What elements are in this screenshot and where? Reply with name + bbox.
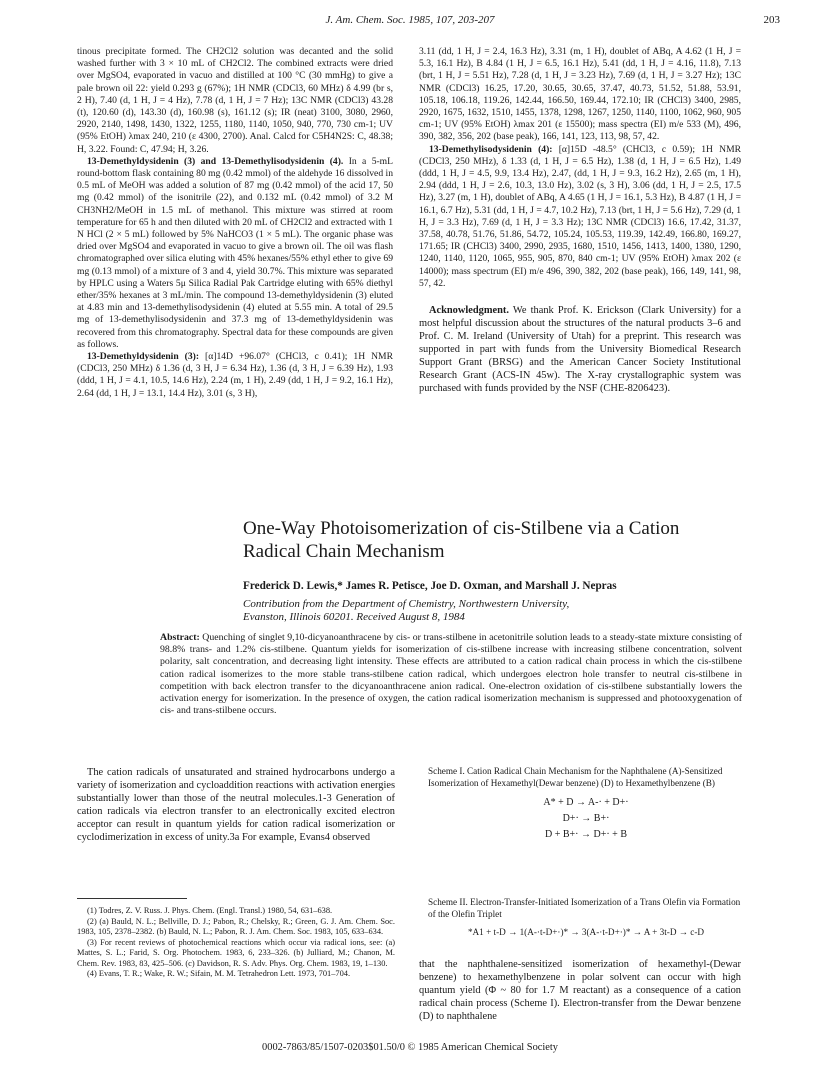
scheme-2	[428, 897, 744, 940]
footnote-divider	[77, 898, 187, 899]
compound-heading: 13-Demethylisodysidenin (4):	[429, 143, 553, 155]
journal-citation: J. Am. Chem. Soc. 1985, 107, 203-207	[325, 14, 495, 26]
reference-item: (1) Todres, Z. V. Russ. J. Phys. Chem. (Engl. Transl.) 1980, 54, 631–638.	[87, 906, 333, 915]
scheme-equation: *A1 + t-D → 1(A-·t-D+·)* → 3(A-·t-D+·)* → A + 3t-D → c-D	[467, 927, 705, 938]
experimental-paragraph: 3.11 (dd, 1 H, J = 2.4, 16.3 Hz), 3.31 (m, 1 H), doublet of ABq, A 4.62 (1 H, J = 5.3, 16.1 Hz), B 4.84 (1 H, J = 6.5, 16.1 Hz), 5.41 (dd, 1 H, J = 4.16, 11.8), 7.13 (brt, 1 H, J = 5.51 Hz), 7.28 (d, 1 H, J = 3.23 Hz), 7.69 (d, 1 H, J = 3.27 Hz); 13C NMR (CDCl3) 16.25, 17.20, 30.65, 30.65, 37.47, 40.73, 51.52, 51.88, 53.91, 105.18, 106.18, 119.26, 142.44, 166.50, 169.44, 172.10; IR (CHCl3) 3400, 2985, 2920, 1675, 1632, 1510, 1455, 1378, 1298, 1267, 1250, 1140, 1100, 1062, 960, 905 cm-1; UV (95% EtOH) λmax 201 (ε 15500); mass spectra (EI) m/e 533 (M), 496, 390, 382, 356, 202 (base peak), 166, 141, 123, 113, 98, 57, 42.	[419, 46, 741, 143]
abstract-text: Quenching of singlet 9,10-dicyanoanthracene by cis- or trans-stilbene in acetonitrile solution leads to a steady-state mixture consisting of 98.8% trans- and 1.2% cis-stilbene. Quantum yields for isomerization of cis-stilbene increase with increasing stilbene concentration, solvent polarity, salt concentration, and decreasing light intensity. These effects are attributed to a cation radical chain process in which the cis-stilbene cation radical isomerizes to the more stable trans-stilbene cation radical, which undergoes electron hole transfer to neutral cis-stilbene in competition with back electron transfer to the dicyanoanthracene anion radical. One-electron oxidation of cis-stilbene substantially lowers the activation energy for isomerization. In the presence of oxygen, the cation radical isomerization mechanism is suppressed and photooxygenation of cis- and trans-stilbene occurs.	[160, 632, 742, 717]
article-title: One-Way Photoisomerization of cis-Stilbene via a Cation Radical Chain Mechanism	[243, 518, 680, 562]
experimental-paragraph	[419, 144, 741, 290]
paragraph-text: In a 5-mL round-bottom flask containing 80 mg (0.42 mmol) of the aldehyde 16 dissolved in 0.5 mL of MeOH was added a solution of 87 mg (0.42 mmol) of the acid 17, 50 mg (0.42 mmol) of the isonitrile (22), and 0.132 mL (0.42 mmol) of 3.2 M CH3NH2/MeOH in 1.5 mL of methanol. This mixture was stirred at room temperature for 65 h and then diluted with 20 mL of CH2Cl2 and extracted with 1 N HCl (2 × 5 mL) followed by 5% NaHCO3 (1 × 5 mL). The organic phase was dried over MgSO4 and evaporated in vacuo to give a brown oil. The oil was flash chromatographed over silica eluting with 45% hexanes/55% ethyl ether to give 69 mg (0.13 mmol) of a mixture of 3 and 4, yield 30.7%. This mixture was separated by HPLC using a Waters 5μ Silica Radial Pak Cartridge eluting with 65% diethyl ether/35% hexanes at 3 mL/min. The compound 13-demethyldysidenin (3) eluted at 4.83 min and 13-demethylisodysidenin (4) eluted at 5.55 min. A total of 29.5 mg of 13-demethylisodysidenin and 37.3 mg of 13-demethyldysidenin was recovered from this chromatography. Spectral data for these compounds are given as follows.	[77, 155, 394, 350]
scheme-equation: D+· → B+·	[562, 813, 610, 825]
article-affiliation	[243, 598, 763, 624]
compound-heading: 13-Demethyldysidenin (3):	[87, 351, 200, 363]
experimental-paragraph	[77, 351, 393, 400]
body-text-right: that the naphthalene-sensitized isomerization of hexamethyl-(Dewar benzene) to hexamethylbenzene in polar solvent can occur with high quantum yield (Φ ~ 80 for 1.7 M reactant) as a consequence of a cation radical chain process (Scheme I). Electron-transfer from the Dewar benzene (D) to naphthalene	[419, 959, 741, 1022]
acknowledgment-heading: Acknowledgment.	[429, 305, 509, 317]
reference-item: (2) (a) Bauld, N. L.; Bellville, D. J.; Pabon, R.; Chelsky, R.; Green, G. J. Am. Chem. Soc. 1983, 105, 2378–2382. (b) Bauld, N. L.; Pabon, R. J. Am. Chem. Soc. 1983, 105, 633–634.	[77, 916, 395, 936]
right-column-experimental	[419, 46, 741, 395]
acknowledgment-text: We thank Prof. K. Erickson (Clark University) for a most helpful discussion about the structures of the natural products 3–6 and Prof. C. M. Ireland (University of Utah) for a preprint. This research was supported in part with funds from the University Biomedical Research Support Grant (BRSG) and the American Cancer Society Institutional Research Grant (ACS-IN 45w). The X-ray crystallographic system was purchased with funds provided by the NSF (CHE-8206423).	[419, 305, 741, 395]
left-column-experimental	[77, 46, 393, 400]
body-paragraph: The cation radicals of unsaturated and strained hydrocarbons undergo a variety of isomerization and cycloaddition reactions with activation energies substantially lower than those of the neutral molecules.1-3 Generation of cation radicals via electron transfer to an electronically excited electron acceptor can result in quantum yields for cation radical isomerization or cyclodimerization in excess of unity.3a For example, Evans4 observed	[77, 767, 395, 843]
scheme-1	[428, 766, 744, 843]
compound-heading: 13-Demethyldysidenin (3) and 13-Demethylisodysidenin (4).	[87, 155, 344, 167]
references	[77, 906, 395, 980]
affiliation-line: Evanston, Illinois 60201. Received August 8, 1984	[243, 611, 465, 623]
affiliation-line: Contribution from the Department of Chemistry, Northwestern University,	[243, 598, 570, 610]
body-text-left	[77, 766, 395, 844]
experimental-paragraph: tinous precipitate formed. The CH2Cl2 solution was decanted and the solid washed further with 3 × 10 mL of CH2Cl2. The combined extracts were dried over MgSO4, evaporated in vacuo and distilled at 100 °C (30 mmHg) to give a pale brown oil 22: yield 0.293 g (67%); 1H NMR (CDCl3, 60 MHz) δ 4.99 (br s, 2 H), 7.40 (d, 1 H, J = 4 Hz), 7.78 (d, 1 H, J = 7 Hz); 13C NMR (CDCl3) 43.28 (t), 120.60 (d), 143.30 (d), 160.98 (s), 161.12 (s); IR (neat) 3100, 3080, 2960, 2920, 2140, 1498, 1430, 1322, 1255, 1180, 1140, 1050, 940, 770, 730 cm-1; UV (95% EtOH) λmax 240, 210 (ε 4300, 2700). Anal. Calcd for C5H4N2S: C, 48.38; H, 3.22. Found: C, 47.94; H, 3.26.	[77, 46, 393, 155]
experimental-paragraph	[77, 156, 393, 351]
scheme-equation: A* + D → A-· + D+·	[543, 797, 629, 809]
paragraph-text: [α]15D -48.5° (CHCl3, c 0.59); 1H NMR (CDCl3, 250 MHz), δ 1.33 (d, 1 H, J = 6.5 Hz), 1.38 (d, 1 H, J = 6.5 Hz), 1.49 (ddd, 1 H, J = 4.5, 9.9, 13.4 Hz), 2.47, (dd, 1 H, J = 9.3, 16.2 Hz), 2.65 (m, 1 H), 2.94 (ddd, 1 H, J = 2.6, 10.3, 13.0 Hz), 3.02 (s, 3 H), 3.06 (dd, 1 H, J = 2.5, 17.5 Hz), 3.27 (m, 1 H), doublet of ABq, A 4.65 (1 H, J = 16.1, 5.3 Hz), B 4.87 (1 H, J = 16.1, 6.7 Hz), 5.31 (dd, 1 H, J = 4.7, 10.2 Hz), 7.13 (brt, 1 H, J = 5.6 Hz), 7.29 (d, 1 H, J = 3.3 Hz), 7.69 (d, 1 H, J = 3.3 Hz); 13C NMR (CDCl3) 16.6, 17.42, 31.37, 37.58, 40.78, 51.76, 51.86, 54.72, 105.24, 105.53, 119.39, 142.49, 166.80, 169.27, 171.65; IR (CHCl3) 3400, 2990, 2935, 1680, 1510, 1456, 1413, 1400, 1380, 1290, 1240, 1140, 1120, 1065, 955, 905, 870, 840 cm-1; UV (95% EtOH) λmax 202 (ε 14000); mass spectrum (EI) m/e 496, 390, 382, 202 (base peak), 166, 149, 141, 98, 57, 42.	[419, 143, 742, 289]
scheme-caption: Scheme I. Cation Radical Chain Mechanism for the Naphthalene (A)-Sensitized Isomerization of Hexamethyl(Dewar benzene) (D) to Hexamethylbenzene (B)	[428, 766, 723, 788]
scheme-equation: D + B+· → D+· + B	[544, 829, 627, 841]
abstract	[160, 632, 742, 717]
paragraph-text: [α]14D +96.07° (CHCl3, c 0.41); 1H NMR (CDCl3, 250 MHz) δ 1.36 (d, 3 H, J = 6.34 Hz), 1.36 (d, 3 H, J = 6.39 Hz), 1.93 (ddd, 1 H, J = 4.1, 10.5, 14.6 Hz), 2.24 (m, 1 H), 2.49 (dd, 1 H, J = 9.2, 16.1 Hz), 2.64 (dd, 1 H, J = 13.1, 14.4 Hz), 3.01 (s, 3 H),	[77, 351, 393, 399]
acknowledgment	[419, 304, 741, 395]
article-authors: Frederick D. Lewis,* James R. Petisce, Joe D. Oxman, and Marshall J. Nepras	[243, 580, 617, 592]
abstract-heading: Abstract:	[160, 632, 200, 643]
scheme-caption: Scheme II. Electron-Transfer-Initiated Isomerization of a Trans Olefin via Formation of the Olefin Triplet	[428, 897, 741, 919]
page-number: 203	[763, 14, 780, 26]
reference-item: (3) For recent reviews of photochemical reactions which occur via radical ions, see: (a) Mattes, S. L.; Farid, S. Org. Photochem. 1983, 6, 233–326. (b) Julliard, M.; Chanon, M. Chem. Rev. 1983, 83, 425–506. (c) Davidson, R. S. Adv. Phys. Org. Chem. 1983, 19, 1–130.	[77, 937, 395, 968]
reference-item: (4) Evans, T. R.; Wake, R. W.; Sifain, M. M. Tetrahedron Lett. 1973, 701–704.	[87, 969, 351, 978]
footer-copyright: 0002-7863/85/1507-0203$01.50/0 © 1985 American Chemical Society	[262, 1042, 558, 1053]
